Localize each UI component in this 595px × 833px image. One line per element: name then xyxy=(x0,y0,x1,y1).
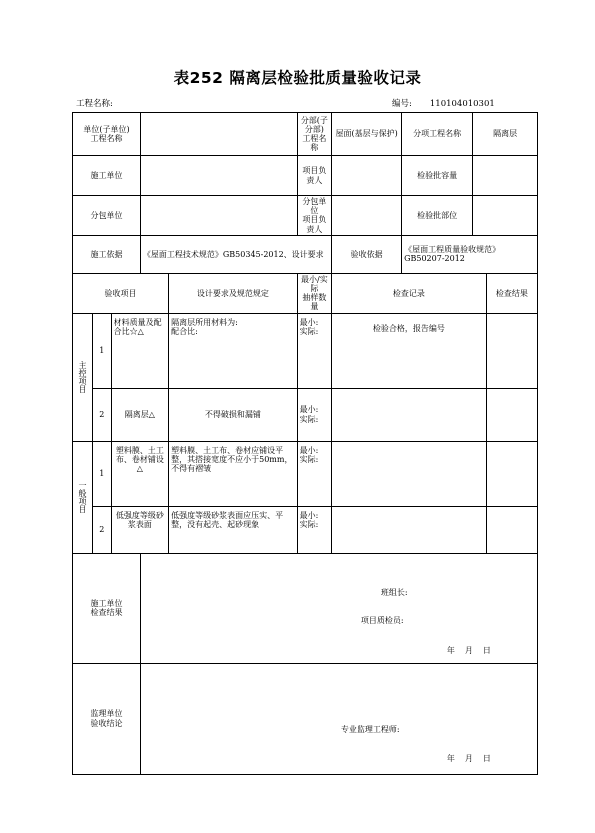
main-control-row-2 xyxy=(73,388,538,441)
header-row-basis xyxy=(73,235,538,273)
basis-value: 《屋面工程技术规范》GB50345-2012、设计要求 xyxy=(142,249,324,259)
general-row-2-result[interactable] xyxy=(486,506,537,553)
general-row-1-name xyxy=(111,441,168,506)
general-row-1-name-text: 塑料膜、土工布、卷材铺设△ xyxy=(115,445,164,473)
supervision-day: 日 xyxy=(482,753,491,763)
main-row-1-record xyxy=(332,313,487,388)
col-record-label: 检查记录 xyxy=(392,288,425,298)
unit-label: 单位(子单位) 工程名称 xyxy=(83,124,130,143)
construction-year: 年 xyxy=(446,645,455,655)
general-row-2-sampling xyxy=(297,506,331,553)
pm-label: 项目负责人 xyxy=(302,166,327,185)
sub-pm-value-cell[interactable] xyxy=(332,196,402,236)
supervision-date xyxy=(447,754,491,763)
subpart-label: 分部(子分部) 工程名称 xyxy=(300,115,328,153)
main-row-2-req xyxy=(169,388,298,441)
general-row-1-req xyxy=(169,441,298,506)
subcontractor-value-cell[interactable] xyxy=(140,196,297,236)
project-name-label: 工程名称: xyxy=(76,99,113,109)
batch-capacity-label: 检验批容量 xyxy=(417,170,458,180)
main-control-row-1 xyxy=(73,313,538,388)
item-value: 隔离层 xyxy=(493,129,518,139)
supervision-label-cell xyxy=(73,663,141,774)
main-row-1-name xyxy=(111,313,168,388)
general-row-1-record[interactable] xyxy=(332,441,487,506)
batch-capacity-label-cell xyxy=(402,156,473,196)
main-control-label-cell xyxy=(73,313,93,441)
batch-location-value-cell[interactable] xyxy=(473,196,538,236)
col-items-label: 验收项目 xyxy=(104,288,137,298)
subpart-label-cell-main xyxy=(297,113,331,156)
basis-label-cell xyxy=(73,235,141,273)
general-row-1 xyxy=(73,441,538,506)
column-header-row xyxy=(73,273,538,313)
main-row-2-result[interactable] xyxy=(486,388,537,441)
main-row-1-record-text: 检验合格，报告编号 xyxy=(372,323,445,333)
subcontractor-label-cell xyxy=(73,196,141,236)
general-row-1-req-text: 塑料膜、土工布、卷材应铺设平整，其搭接宽度不应小于50mm，不得有褶皱 xyxy=(171,445,293,473)
pm-value-cell[interactable] xyxy=(332,156,402,196)
col-requirements xyxy=(169,273,298,313)
acceptance-basis-value: 《屋面工程质量验收规范》GB50207-2012 xyxy=(404,245,501,264)
batch-location-label: 检验批部位 xyxy=(417,210,458,220)
col-result-label: 检查结果 xyxy=(495,288,528,298)
item-value-cell xyxy=(473,113,538,156)
acceptance-basis-label: 验收依据 xyxy=(350,249,383,259)
contractor-label: 施工单位 xyxy=(90,170,123,180)
subpart-value-cell xyxy=(332,113,402,156)
col-requirements-label: 设计要求及规范规定 xyxy=(196,288,269,298)
general-row-2-req-text: 低强度等级砂浆表面应压实、平整，没有起壳、起砂现象 xyxy=(171,510,284,529)
basis-value-cell xyxy=(140,235,331,273)
main-row-1-sampling-text: 最小: 实际: xyxy=(299,317,319,336)
main-row-2-name-text: 隔离层△ xyxy=(124,409,155,419)
unit-label-cell xyxy=(73,113,141,156)
col-sampling xyxy=(297,273,331,313)
item-label: 分项工程名称 xyxy=(413,129,462,139)
item-label-cell xyxy=(402,113,473,156)
general-row-1-result[interactable] xyxy=(486,441,537,506)
main-row-1-req xyxy=(169,313,298,388)
code-label: 编号: xyxy=(392,99,412,109)
supervision-engineer-label: 专业监理工程师: xyxy=(340,724,400,734)
main-row-2-sampling-text: 最小: 实际: xyxy=(299,405,319,424)
general-row-1-sampling xyxy=(297,441,331,506)
sub-pm-label-cell xyxy=(297,196,331,236)
construction-check-row xyxy=(73,553,538,663)
main-control-label: 主控项目 xyxy=(78,361,88,393)
general-label-cell xyxy=(73,441,93,553)
general-row-2-no: 2 xyxy=(92,506,111,553)
construction-check-label: 施工单位 检查结果 xyxy=(90,598,123,617)
construction-day: 日 xyxy=(482,645,491,655)
col-record xyxy=(332,273,487,313)
header-row-contractor xyxy=(73,156,538,196)
supervision-label: 监理单位 验收结论 xyxy=(90,709,123,728)
acceptance-basis-label-cell xyxy=(332,235,402,273)
main-row-1-name-text: 材料质量及配合比☆△ xyxy=(113,317,162,336)
col-items xyxy=(73,273,169,313)
code-field xyxy=(392,97,495,109)
team-leader-label: 班组长: xyxy=(380,587,408,597)
header-row-subcontractor xyxy=(73,196,538,236)
construction-check-label-cell xyxy=(73,553,141,663)
construction-month: 月 xyxy=(464,645,473,655)
header-row-unit xyxy=(73,113,538,156)
general-label: 一般项目 xyxy=(78,481,88,513)
general-row-2-sampling-text: 最小: 实际: xyxy=(299,510,319,529)
main-row-2-req-text: 不得破损和漏铺 xyxy=(204,409,261,419)
page-title: 表252 隔离层检验批质量验收记录 xyxy=(173,69,422,87)
general-row-2-req xyxy=(169,506,298,553)
col-result xyxy=(486,273,537,313)
supervision-month: 月 xyxy=(464,753,473,763)
supervision-sign-cell[interactable] xyxy=(140,663,537,774)
sub-pm-label: 分包单位 项目负责人 xyxy=(302,197,327,234)
contractor-label-cell xyxy=(73,156,141,196)
acceptance-basis-value-cell xyxy=(402,235,538,273)
general-row-2-name-text: 低强度等级砂浆表面 xyxy=(115,510,164,529)
main-row-2-name xyxy=(111,388,168,441)
main-row-1-sampling xyxy=(297,313,331,388)
subcontractor-label: 分包单位 xyxy=(90,210,123,220)
main-row-1-result[interactable] xyxy=(486,313,537,388)
inspection-record-table xyxy=(72,112,538,775)
main-row-1-no: 1 xyxy=(92,313,111,388)
contractor-value-cell[interactable] xyxy=(140,156,297,196)
main-row-2-no: 2 xyxy=(92,388,111,441)
pm-label-cell xyxy=(297,156,331,196)
main-row-2-sampling xyxy=(297,388,331,441)
supervision-year: 年 xyxy=(446,753,455,763)
general-row-2 xyxy=(73,506,538,553)
basis-label: 施工依据 xyxy=(90,249,123,259)
main-row-2-record[interactable] xyxy=(332,388,487,441)
subpart-value: 屋面(基层与保护) xyxy=(335,129,398,139)
batch-capacity-value-cell[interactable] xyxy=(473,156,538,196)
general-row-1-no: 1 xyxy=(92,441,111,506)
batch-location-label-cell xyxy=(402,196,473,236)
general-row-2-name xyxy=(111,506,168,553)
code-value: 110104010301 xyxy=(429,99,495,109)
main-row-1-req-text: 隔离层所用材料为: 配合比: xyxy=(171,317,238,336)
general-row-2-record[interactable] xyxy=(332,506,487,553)
supervision-row xyxy=(73,663,538,774)
construction-date xyxy=(447,646,491,655)
unit-value-cell[interactable] xyxy=(140,113,297,156)
construction-check-sign-cell[interactable] xyxy=(140,553,537,663)
inspector-label: 项目质检员: xyxy=(360,615,404,625)
col-sampling-label: 最小/实际 抽样数量 xyxy=(301,274,328,312)
general-row-1-sampling-text: 最小: 实际: xyxy=(299,445,319,464)
